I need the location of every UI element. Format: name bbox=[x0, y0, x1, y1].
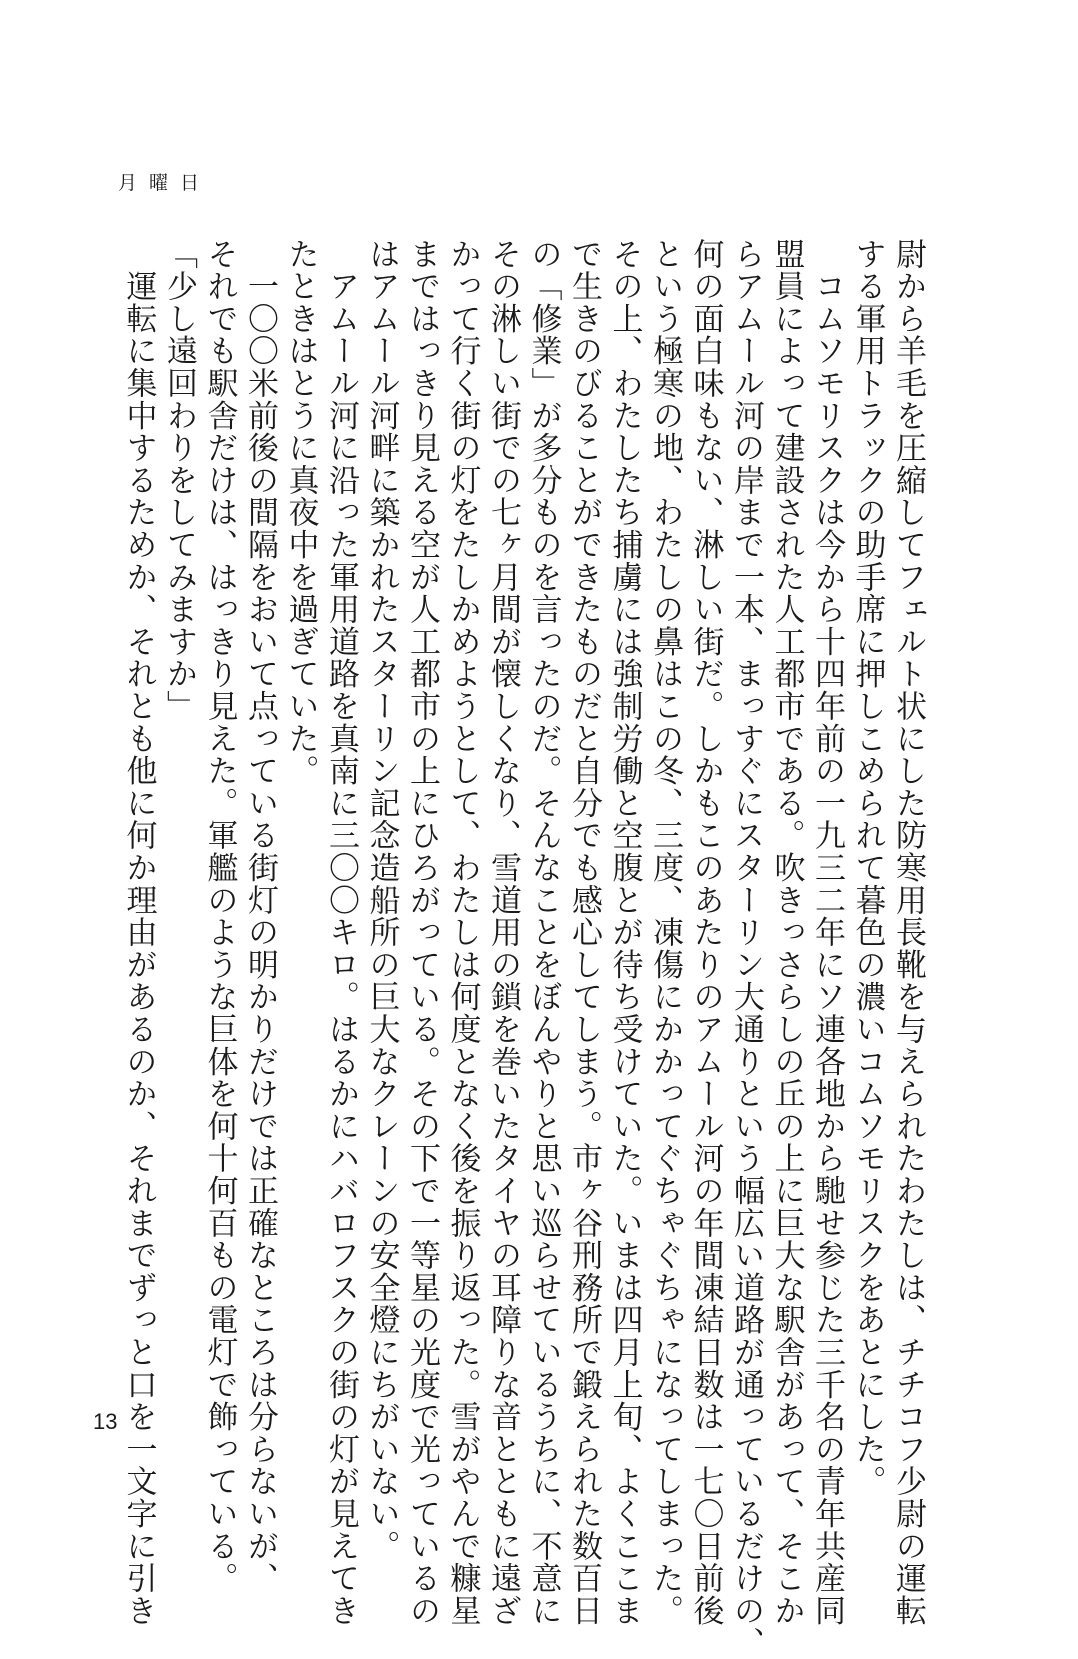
text-line: その淋しい街での七ヶ月間が懐しくなり、雪道用の鎖を巻いたタイヤの耳障りな音とともに遠ざ bbox=[485, 238, 521, 1627]
text-line: 何の面白味もない、淋しい街だ。しかもこのあたりのアムール河の年間凍結日数は一七〇日前後 bbox=[687, 238, 724, 1627]
text-line: その上、わたしたち捕虜には強制労働と空腹とが待ち受けていた。いまは四月上旬、よくここま bbox=[606, 238, 643, 1627]
text-line: それでも駅舎だけは、はっきり見えた。軍艦のような巨体を何十何百もの電灯で飾っている。 bbox=[201, 238, 238, 1595]
text-line: 運転に集中するためか、それとも他に何か理由があるのか、それまでずっと口を一文字に引き bbox=[120, 238, 157, 1627]
text-line: コムソモリスクは今から十四年前の一九三二年にソ連各地から馳せ参じた三千名の青年共産同 bbox=[809, 238, 845, 1627]
text-line: する軍用トラックの助手席に押しこめられて暮色の濃いコムソモリスクをあとにした。 bbox=[849, 238, 886, 1498]
text-line: 「少し遠回わりをしてみますか」 bbox=[161, 238, 197, 723]
page-number: 13 bbox=[93, 1409, 118, 1434]
running-head: 月曜日 bbox=[118, 172, 212, 194]
text-line: らアムール河の岸まで一本、まっすぐにスターリン大通りという幅広い道路が通っているだけの、 bbox=[728, 238, 764, 1659]
text-line: 尉から羊毛を圧縮してフェルト状にした防寒用長靴を与えられたわたしは、チチコフ少尉の運転 bbox=[890, 238, 926, 1627]
text-line: で生きのびることができたものだと自分でも感心してしまう。市ヶ谷刑務所で鍛えられた数百日 bbox=[566, 238, 602, 1627]
text-line: 盟員によって建設された人工都市である。吹きっさらしの丘の上に巨大な駅舎があって、そこか bbox=[768, 238, 805, 1627]
vertical-text-body bbox=[120, 238, 928, 1659]
text-line: まではっきり見える空が人工都市の上にひろがっている。その下で一等星の光度で光っているの bbox=[404, 238, 440, 1627]
text-line: たときはとうに真夜中を過ぎていた。 bbox=[282, 238, 319, 788]
text-line: アムール河に沿った軍用道路を真南に三〇〇キロ。はるかにハバロフスクの街の灯が見えてき bbox=[323, 238, 359, 1627]
text-line: はアムール河畔に築かれたスターリン記念造船所の巨大なクレーンの安全燈にちがいない。 bbox=[363, 238, 400, 1563]
text-line: かって行く街の灯をたしかめようとして、わたしは何度となく後を振り返った。雪がやんで糠星 bbox=[444, 238, 481, 1627]
text-line: の「修業」が多分ものを言ったのだ。そんなことをぼんやりと思い巡らせているうちに、不意に bbox=[525, 238, 562, 1627]
text-line: という極寒の地、わたしの鼻はこの冬、三度、凍傷にかかってぐちゃぐちゃになってしまった。 bbox=[647, 238, 683, 1627]
text-line: 一〇〇米前後の間隔をおいて点っている街灯の明かりだけでは正確なところは分らないが、 bbox=[242, 238, 278, 1595]
